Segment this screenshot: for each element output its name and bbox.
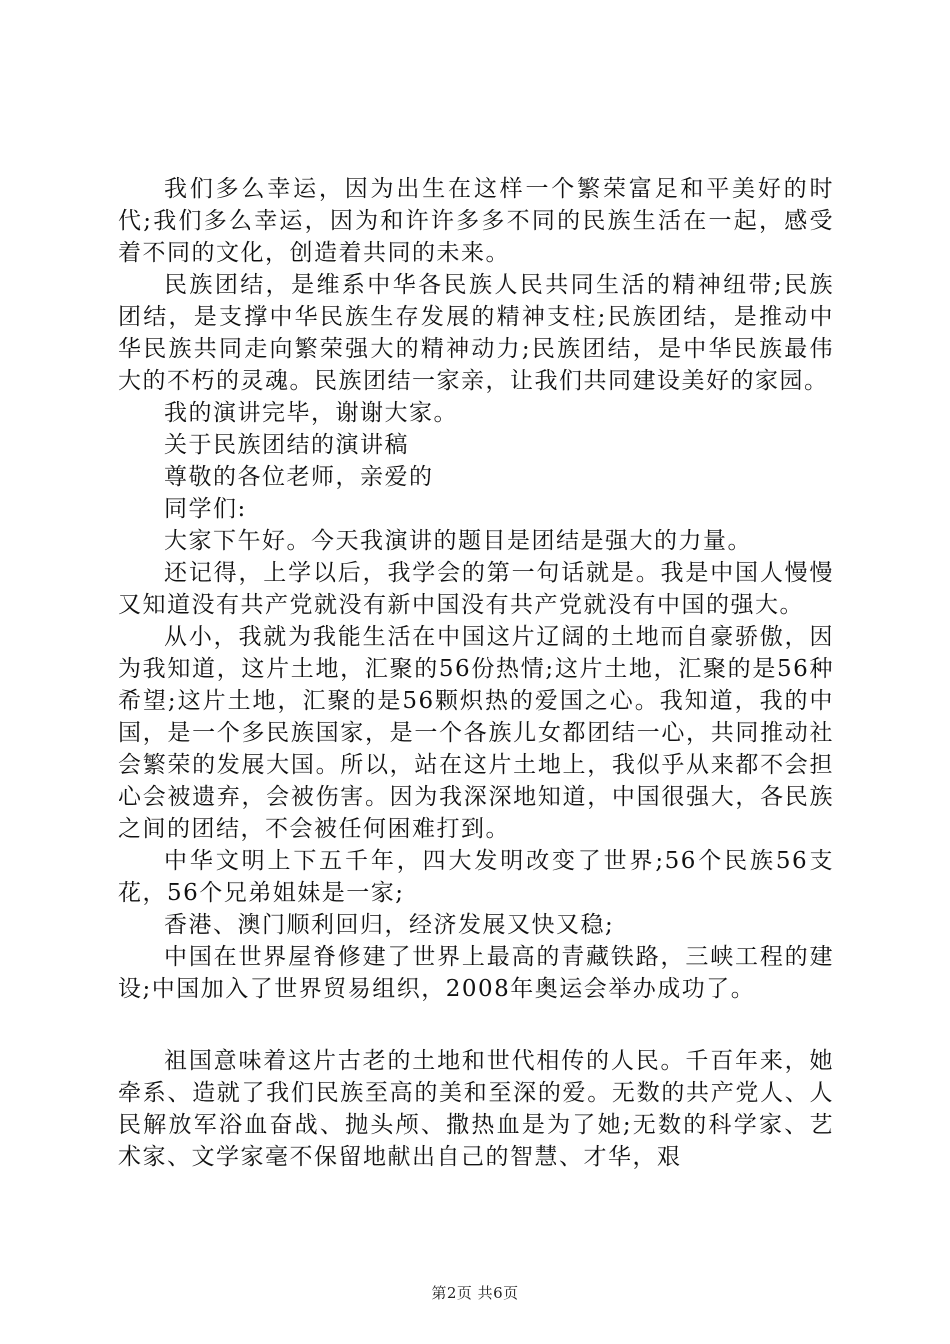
paragraph: 祖国意味着这片古老的土地和世代相传的人民。千百年来，她牵系、造就了我们民族至高的美和至深的爱。无数的共产党人、人民解放军浴血奋战、抛头颅、撒热血是为了她;无数的科学家、艺术家、文学家毫不保留地献出自己的智慧、才华，艰	[118, 1048, 834, 1170]
paragraph: 从小，我就为我能生活在中国这片辽阔的土地而自豪骄傲，因为我知道，这片土地，汇聚的56份热情;这片土地，汇聚的是56种希望;这片土地，汇聚的是56颗炽热的爱国之心。我知道，我的中国，是一个多民族国家，是一个各族儿女都团结一心，共同推动社会繁荣的发展大国。所以，站在这片土地上，我似乎从来都不会担心会被遗弃，会被伤害。因为我深深地知道，中国很强大，各民族之间的团结，不会被任何困难打到。	[118, 624, 834, 842]
document-body	[118, 173, 834, 1173]
paragraph: 中华文明上下五千年，四大发明改变了世界;56个民族56支花，56个兄弟姐妹是一家;	[118, 848, 834, 906]
page-number-footer: 第2页 共6页	[431, 1284, 519, 1302]
salutation: 同学们:	[164, 496, 247, 522]
salutation: 尊敬的各位老师，亲爱的	[164, 464, 434, 490]
paragraph: 民族团结，是维系中华各民族人民共同生活的精神纽带;民族团结，是支撑中华民族生存发展的精神支柱;民族团结，是推动中华民族共同走向繁荣强大的精神动力;民族团结，是中华民族最伟大的不朽的灵魂。民族团结一家亲，让我们共同建设美好的家园。	[118, 272, 834, 394]
paragraph: 香港、澳门顺利回归，经济发展又快又稳;	[164, 912, 615, 938]
paragraph: 我们多么幸运，因为出生在这样一个繁荣富足和平美好的时代;我们多么幸运，因为和许许多多不同的民族生活在一起，感受着不同的文化，创造着共同的未来。	[118, 176, 834, 266]
paragraph: 中国在世界屋脊修建了世界上最高的青藏铁路，三峡工程的建设;中国加入了世界贸易组织，2008年奥运会举办成功了。	[118, 944, 834, 1002]
paragraph: 我的演讲完毕，谢谢大家。	[164, 400, 458, 426]
paragraph: 还记得，上学以后，我学会的第一句话就是。我是中国人慢慢又知道没有共产党就没有新中国没有共产党就没有中国的强大。	[118, 560, 834, 618]
paragraph-spacer	[118, 1005, 834, 1045]
speech-title: 关于民族团结的演讲稿	[164, 432, 409, 458]
paragraph: 大家下午好。今天我演讲的题目是团结是强大的力量。	[164, 528, 752, 554]
